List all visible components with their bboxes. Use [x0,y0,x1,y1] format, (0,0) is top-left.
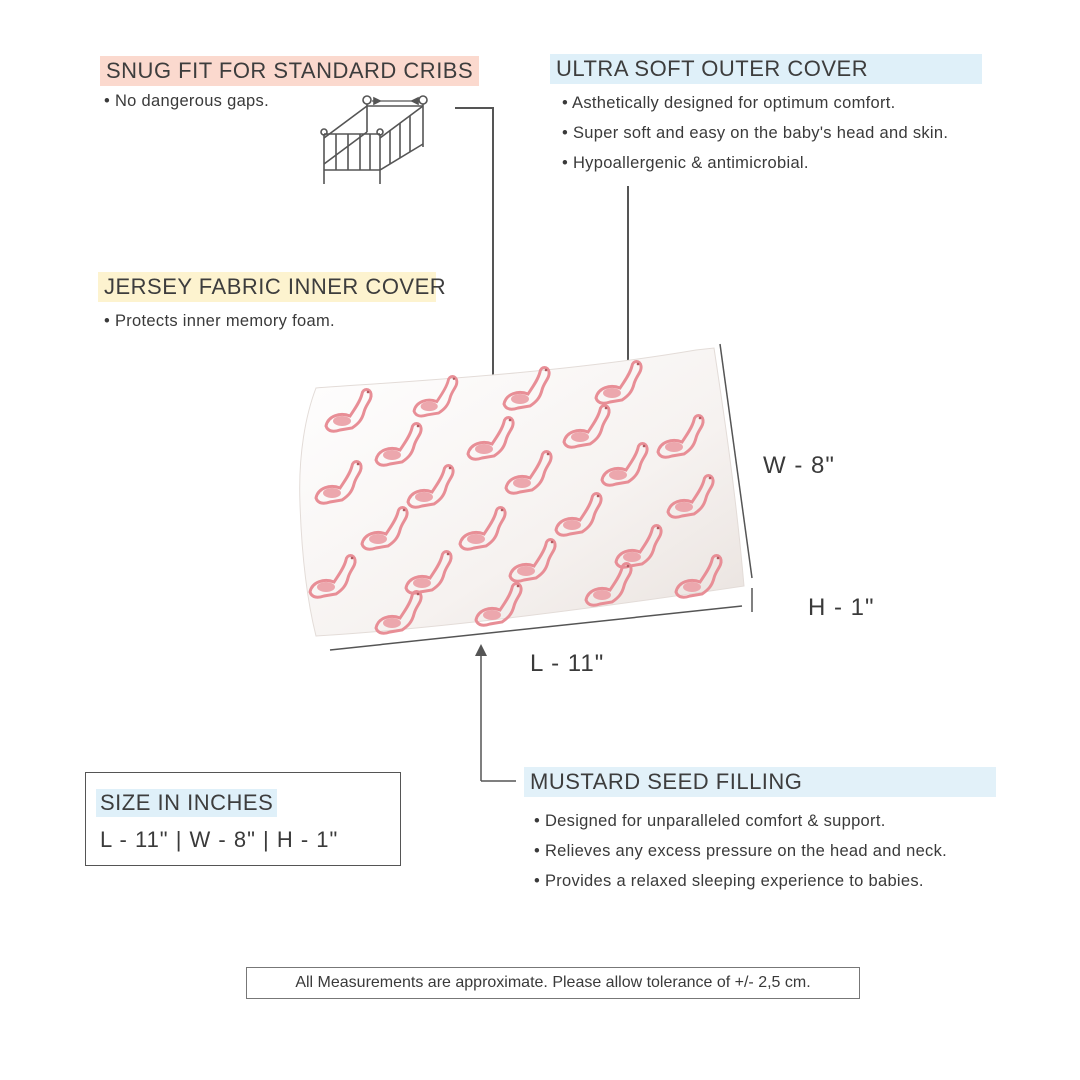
ultra-soft-heading: ULTRA SOFT OUTER COVER [550,54,982,84]
disclaimer: All Measurements are approximate. Please allow tolerance of +/- 2,5 cm. [246,967,860,999]
ultra-soft-bullet-2: • Super soft and easy on the baby's head and skin. [562,124,949,142]
mustard-seed-heading: MUSTARD SEED FILLING [524,767,996,797]
size-box [85,772,401,866]
jersey-bullet: • Protects inner memory foam. [104,312,335,330]
mustard-seed-bullet-2: • Relieves any excess pressure on the head and neck. [534,842,948,860]
height-dimension-label: H - 1" [808,594,875,621]
size-box-value: L - 11" | W - 8" | H - 1" [100,827,339,852]
size-box-heading: SIZE IN INCHES [96,789,277,817]
mustard-seed-bullet-3: • Provides a relaxed sleeping experience to babies. [534,872,924,890]
jersey-heading: JERSEY FABRIC INNER COVER [98,272,436,302]
snug-fit-bullet: • No dangerous gaps. [104,92,269,110]
ultra-soft-bullet-1: • Asthetically designed for optimum comfort. [562,94,896,112]
ultra-soft-bullet-3: • Hypoallergenic & antimicrobial. [562,154,809,172]
snug-fit-heading: SNUG FIT FOR STANDARD CRIBS [100,56,479,86]
mustard-seed-bullet-1: • Designed for unparalleled comfort & support. [534,812,886,830]
width-dimension-label: W - 8" [763,452,835,479]
length-dimension-label: L - 11" [530,650,605,677]
